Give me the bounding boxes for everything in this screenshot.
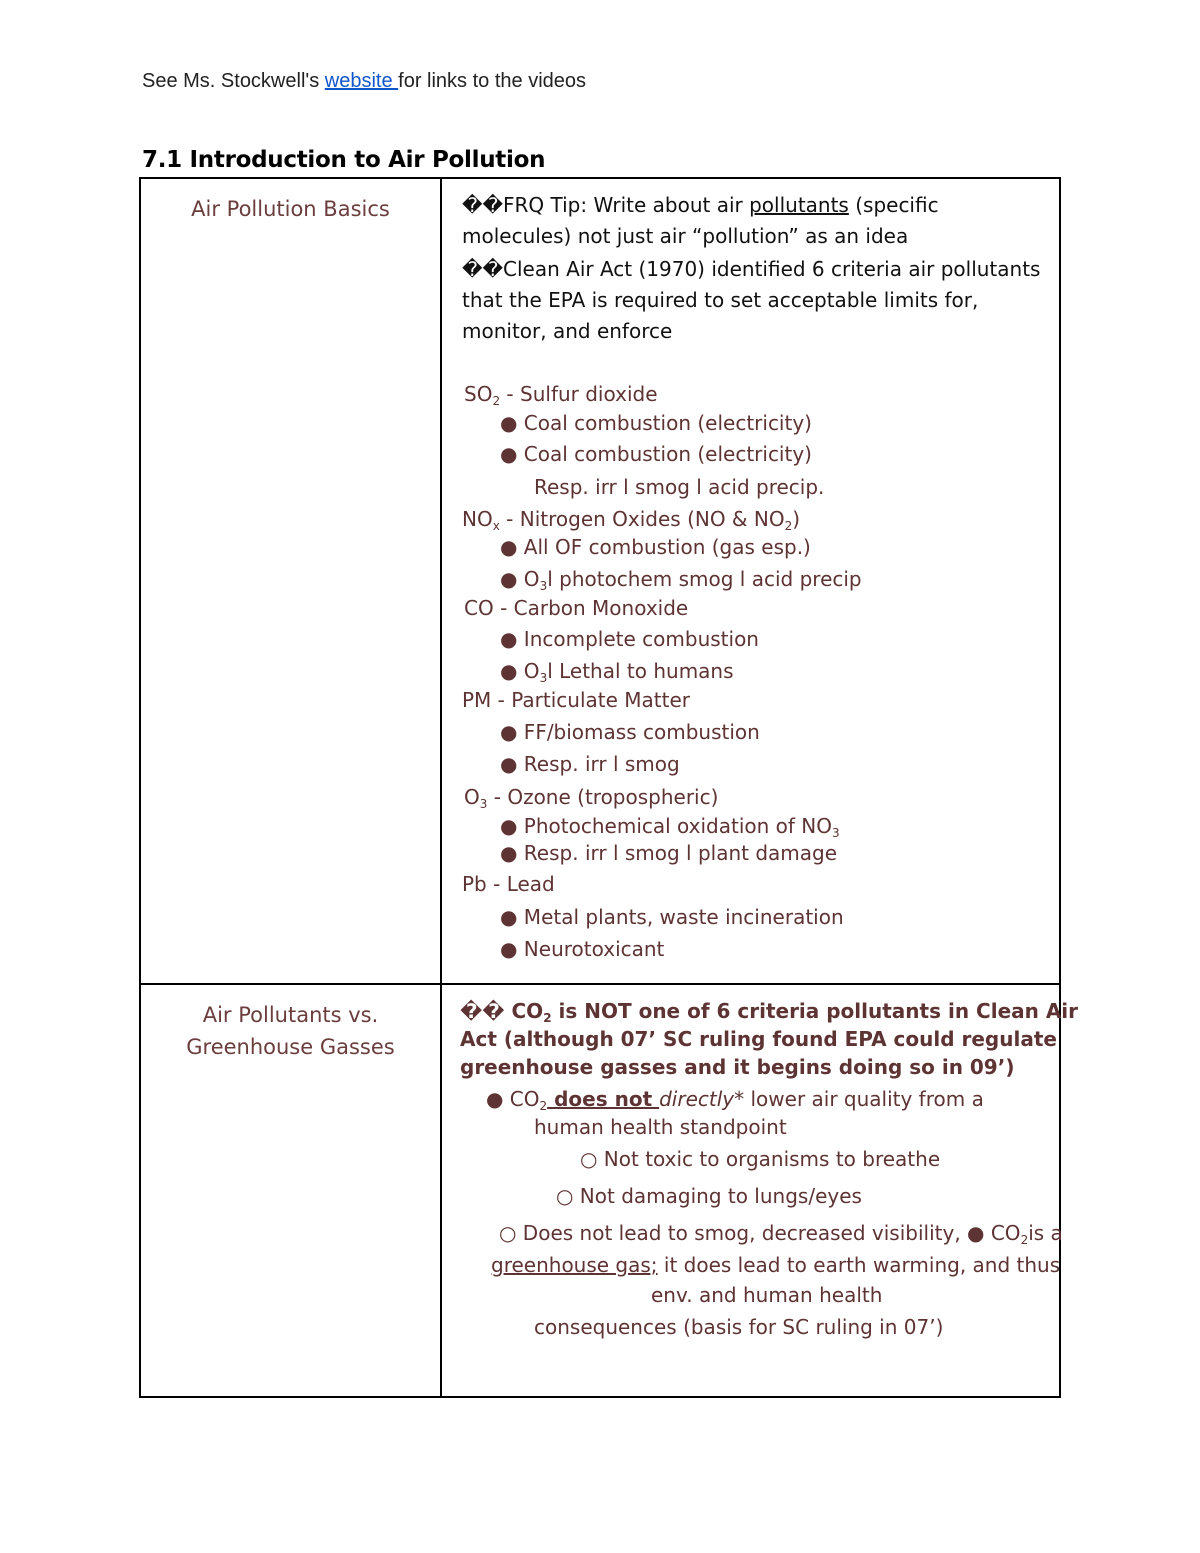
table-row <box>140 178 1060 984</box>
bullet-item: ● FF/biomass combustion <box>500 720 760 744</box>
sub-bullet-item: ○ Does not lead to smog, decreased visibility, ● $CO_2is$ a <box>499 1221 1063 1247</box>
bullet-item: ● Metal plants, waste incineration <box>500 905 844 929</box>
pollutant-pb-title: Pb - Lead <box>462 872 555 896</box>
pollutant-o3-title: $O_3$ - Ozone (tropospheric) <box>464 785 719 811</box>
pollutant-so2-title: $SO_2$ - Sulfur dioxide <box>464 382 658 408</box>
bullet-item: ● $O_3l$ photochem smog l acid precip <box>500 567 862 593</box>
bullet-item: ● $O_3l$ Lethal to humans <box>500 659 734 685</box>
row-label: Greenhouse Gasses <box>186 1035 395 1059</box>
table-row <box>140 984 1060 1397</box>
row-label-cell <box>140 178 441 984</box>
pollutant-nox-title: $NO_x$ - Nitrogen Oxides (NO & $NO_2$) <box>462 507 801 533</box>
text-line: greenhouse gas; it does lead to earth warming, and thus <box>491 1253 1061 1277</box>
row-content-cell <box>441 984 1079 1397</box>
bullet-item: ● All OF combustion (gas esp.) <box>500 535 811 559</box>
text-line: consequences (basis for SC ruling in 07’) <box>534 1315 944 1339</box>
row-label: Air Pollution Basics <box>191 197 390 221</box>
intro-text-before: See Ms. Stockwell's <box>142 70 325 92</box>
text-line: env. and human health <box>651 1283 883 1307</box>
row-label: Air Pollutants vs. <box>202 1003 379 1027</box>
website-link[interactable]: website <box>324 70 399 92</box>
frq-tip-line: ��FRQ Tip: Write about air pollutants (specific <box>462 193 939 217</box>
bullet-item: ● Resp. irr l smog <box>500 752 680 776</box>
section-heading: 7.1 Introduction to Air Pollution <box>142 147 546 173</box>
bullet-item: ● Coal combustion (electricity) <box>500 411 812 435</box>
pollutant-co-title: CO - Carbon Monoxide <box>464 596 689 620</box>
bullet-item: ● Neurotoxicant <box>500 937 665 961</box>
intro-line <box>142 70 586 93</box>
text-line: human health standpoint <box>534 1115 787 1139</box>
sub-bullet-item: ○ Not damaging to lungs/eyes <box>556 1184 862 1208</box>
bullet-item: ● Incomplete combustion <box>500 627 759 651</box>
bullet-item: ● Resp. irr l smog l plant damage <box>500 841 838 865</box>
co2-note-line: �� $CO_2$ is NOT one of 6 criteria pollutants in Clean Air <box>460 999 1079 1025</box>
sub-bullet-item: ○ Not toxic to organisms to breathe <box>580 1147 941 1171</box>
bullet-item: ● Photochemical oxidation of $NO_3$ <box>500 814 840 840</box>
text-line: monitor, and enforce <box>462 319 673 343</box>
text-line: Act (although 07’ SC ruling found EPA could regulate <box>460 1027 1057 1051</box>
effects-line: Resp. irr l smog l acid precip. <box>534 475 825 499</box>
intro-text-after: for links to the videos <box>398 70 587 92</box>
pollutant-pm-title: PM - Particulate Matter <box>462 688 690 712</box>
bullet-item: ● $CO_2$ does not directly* lower air quality from a <box>486 1087 984 1113</box>
text-line: greenhouse gasses and it begins doing so in 09’) <box>460 1055 1015 1079</box>
text-line: molecules) not just air “pollution” as an idea <box>462 224 909 248</box>
row-label-cell <box>140 984 441 1397</box>
bullet-item: ● Coal combustion (electricity) <box>500 442 812 466</box>
clean-air-act-line: ��Clean Air Act (1970) identified 6 criteria air pollutants <box>462 257 1041 281</box>
row-content-cell <box>441 178 1060 984</box>
text-line: that the EPA is required to set acceptable limits for, <box>462 288 979 312</box>
notes-table <box>139 177 1079 1398</box>
